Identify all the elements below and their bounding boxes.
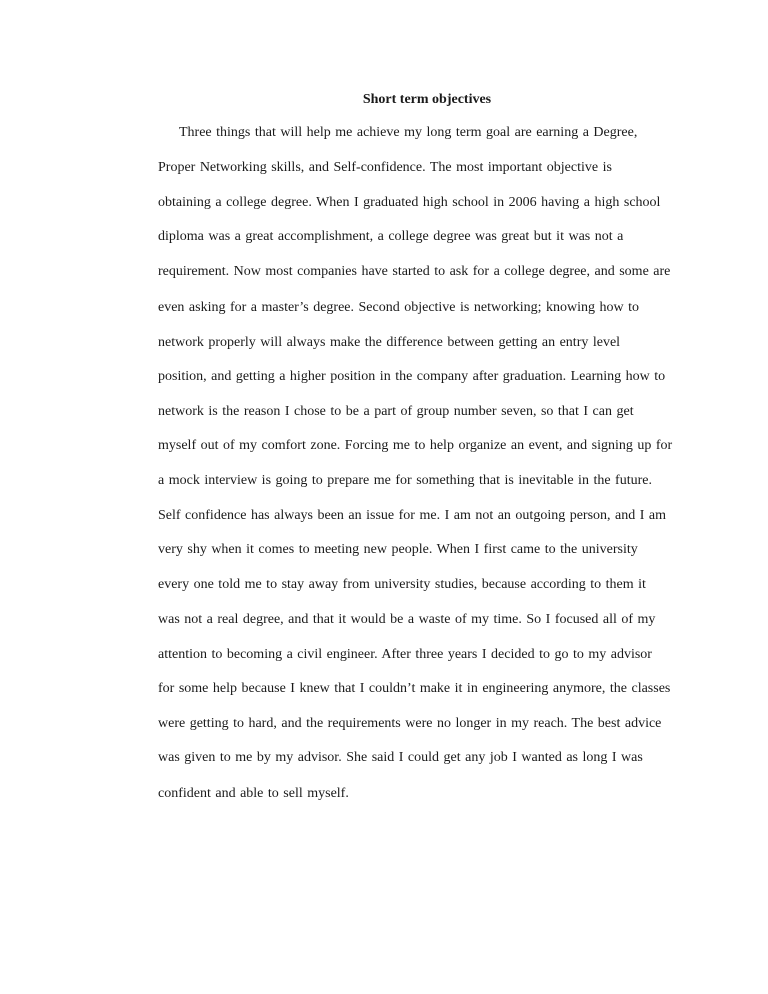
body-line-18: were getting to hard, and the requirements were no longer in my reach. The best advice [158, 716, 662, 731]
body-line-8: position, and getting a higher position in the company after graduation. Learning how to [158, 369, 666, 384]
body-line-5: requirement. Now most companies have started to ask for a college degree, and some are [158, 264, 671, 279]
document-title: Short term objectives [362, 92, 492, 107]
body-line-20: confident and able to sell myself. [158, 786, 349, 801]
body-line-19: was given to me by my advisor. She said I could get any job I wanted as long I was [158, 750, 643, 765]
body-line-9: network is the reason I chose to be a part of group number seven, so that I can get [158, 404, 634, 419]
body-line-4: diploma was a great accomplishment, a college degree was great but it was not a [158, 229, 624, 244]
body-line-11: a mock interview is going to prepare me for something that is inevitable in the future. [158, 473, 652, 488]
body-line-15: was not a real degree, and that it would be a waste of my time. So I focused all of my [158, 612, 656, 627]
body-line-3: obtaining a college degree. When I graduated high school in 2006 having a high school [158, 195, 661, 210]
body-line-2: Proper Networking skills, and Self-confidence. The most important objective is [158, 160, 612, 175]
body-line-12: Self confidence has always been an issue for me. I am not an outgoing person, and I am [158, 508, 667, 523]
body-line-14: every one told me to stay away from university studies, because according to them it [158, 577, 646, 592]
body-line-7: network properly will always make the difference between getting an entry level [158, 335, 621, 350]
body-line-16: attention to becoming a civil engineer. After three years I decided to go to my advisor [158, 647, 652, 662]
body-line-17: for some help because I knew that I couldn’t make it in engineering anymore, the classes [158, 681, 671, 696]
body-line-6: even asking for a master’s degree. Second objective is networking; knowing how to [158, 300, 640, 315]
body-line-10: myself out of my comfort zone. Forcing me to help organize an event, and signing up for [158, 438, 673, 453]
body-line-13: very shy when it comes to meeting new people. When I first came to the university [158, 542, 638, 557]
body-line-1: Three things that will help me achieve my long term goal are earning a Degree, [179, 125, 638, 140]
